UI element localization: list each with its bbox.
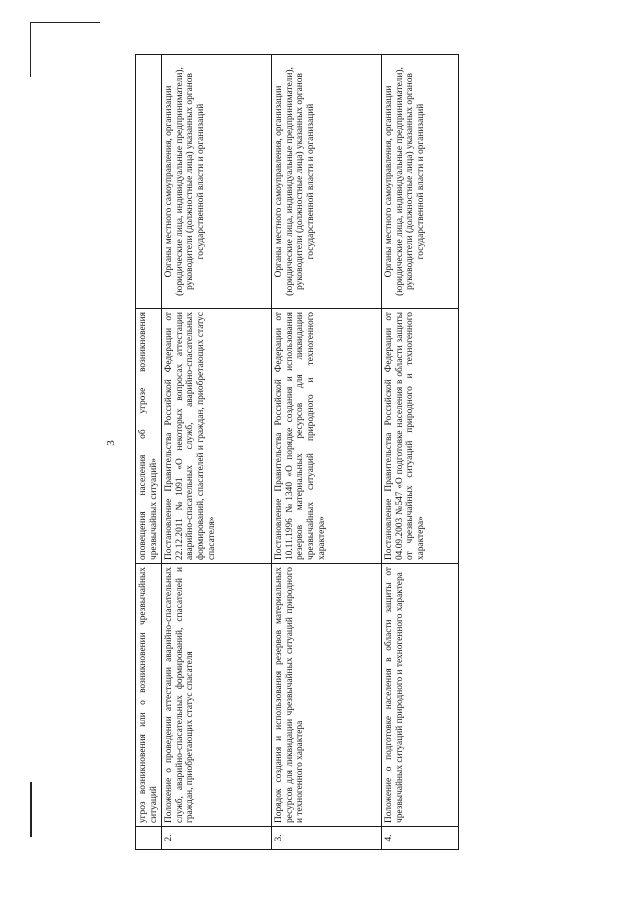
document-name-cell: Порядок создания и использования резервов материальных ресурсов для ликвидации чрезвычайных ситуаций природного и техногенного характера <box>272 564 382 827</box>
table-row <box>136 55 162 850</box>
row-number: 3. <box>272 827 382 850</box>
row-number: 2. <box>162 827 272 850</box>
row-number: 4. <box>382 827 459 850</box>
legal-act-cell: Постановление Правительства Российской Федерации от 10.11.1996 №1340 «О порядке создания и использования резервов материальных ресурсов для ликвидации чрезвычайных ситуаций природного и техногенного характера» <box>272 309 382 564</box>
table-row <box>382 55 459 850</box>
obligated-parties-cell: Органы местного самоуправления, организации (юридические лица, индивидуальные предприниматели), руководители (должностные лица) указанных органов государственной власти и организаций <box>382 55 459 309</box>
scan-mark-top-left-horizontal <box>30 22 100 23</box>
document-name-cell: Положение о проведении аттестации аварийно-спасательных служб, аварийно-спасательных формирований, спасателей и граждан, приобретающих статус спасателя <box>162 564 272 827</box>
document-name-cell: Положение о подготовке населения в области защиты от чрезвычайных ситуаций природного и техногенного характера <box>382 564 459 827</box>
table-row <box>272 55 382 850</box>
obligated-parties-cell <box>136 55 162 309</box>
table-row <box>162 55 272 850</box>
rotated-table-container <box>135 65 454 850</box>
scan-mark-top-left-vertical <box>30 22 31 77</box>
scan-mark-left-edge <box>30 782 32 837</box>
page-number: 3 <box>104 440 117 446</box>
legal-act-cell: Постановление Правительства Российской Федерации от 22.12.2011 №1091 «О некоторых вопросах аттестации аварийно-спасательных служб, аварийно-спасательных формирований, спасателей и граждан, приобретающих статус спасателя» <box>162 309 272 564</box>
legal-act-cell: Постановление Правительства Российской Федерации от 04.09.2003 №547 «О подготовке населения в области защиты от чрезвычайных ситуаций природного и техногенного характера» <box>382 309 459 564</box>
obligated-parties-cell: Органы местного самоуправления, организации (юридические лица, индивидуальные предприниматели), руководители (должностные лица) указанных органов государственной власти и организаций <box>272 55 382 309</box>
regulations-table <box>135 54 459 850</box>
document-name-cell: угроз возникновения или о возникновении чрезвычайных ситуаций <box>136 564 162 827</box>
obligated-parties-cell: Органы местного самоуправления, организации (юридические лица, индивидуальные предприниматели), руководители (должностные лица) указанных органов государственной власти и организаций <box>162 55 272 309</box>
row-number <box>136 827 162 850</box>
legal-act-cell: оповещения населения об угрозе возникновения чрезвычайных ситуаций» <box>136 309 162 564</box>
